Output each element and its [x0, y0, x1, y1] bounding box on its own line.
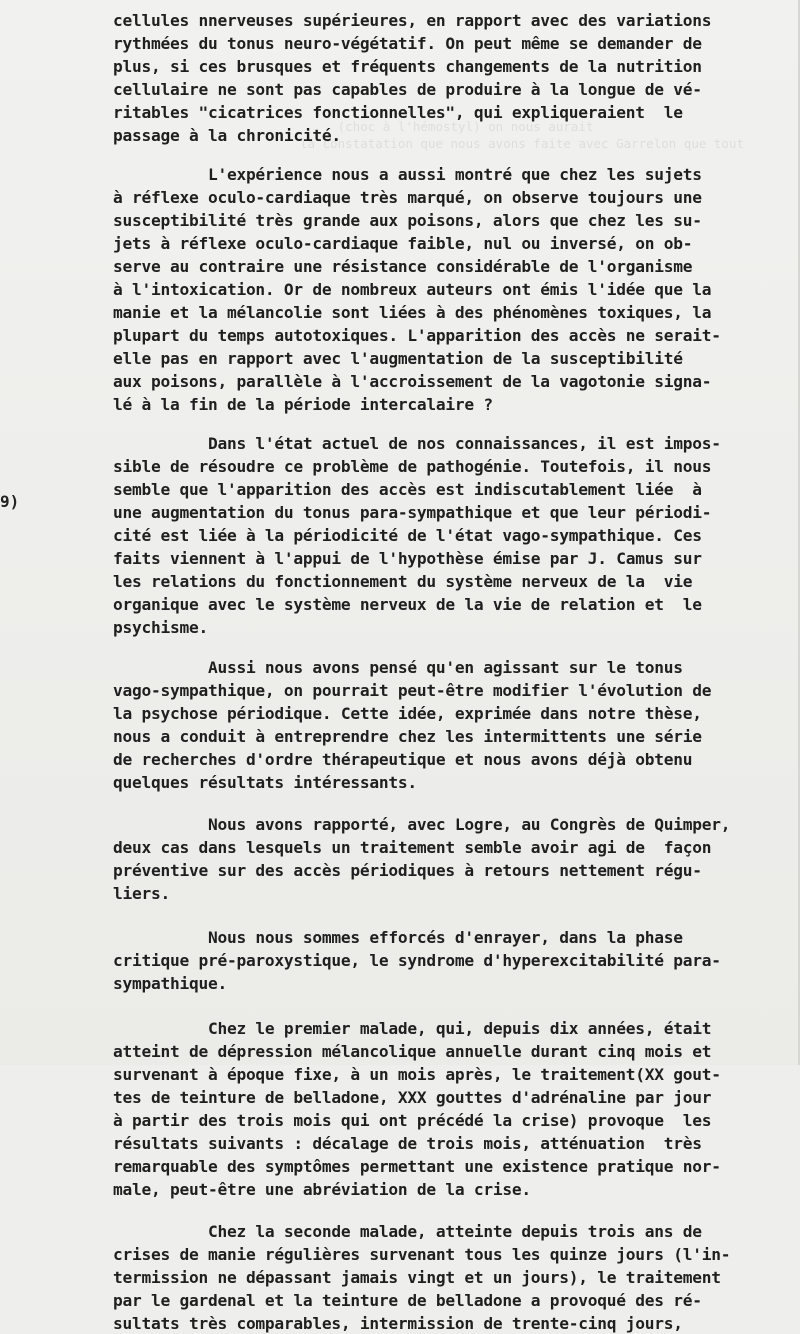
- text-line: male, peut-être une abréviation de la crise.: [113, 1180, 531, 1199]
- text-line: sultats très comparables, intermission de trente-cinq jours,: [113, 1314, 683, 1333]
- text-line: plus, si ces brusques et fréquents changements de la nutrition: [113, 57, 702, 76]
- text-line: à réflexe oculo-cardiaque très marqué, on observe toujours une: [113, 188, 702, 207]
- text-line: susceptibilité très grande aux poisons, alors que chez les su-: [113, 211, 702, 230]
- text-line: ritables "cicatrices fonctionnelles", qui expliqueraient le: [113, 103, 683, 122]
- text-line: crises de manie régulières survenant tous les quinze jours (l'in-: [113, 1245, 731, 1264]
- text-line: de recherches d'ordre thérapeutique et nous avons déjà obtenu: [113, 750, 693, 769]
- text-line: serve au contraire une résistance considérable de l'organisme: [113, 257, 693, 276]
- text-line: sympathique.: [113, 974, 227, 993]
- text-line: lé à la fin de la période intercalaire ?: [113, 395, 493, 414]
- text-line: une augmentation du tonus para-sympathique et que leur périodi-: [113, 503, 712, 522]
- text-line: Aussi nous avons pensé qu'en agissant sur le tonus: [113, 658, 683, 677]
- text-line: manie et la mélancolie sont liées à des phénomènes toxiques, la: [113, 303, 712, 322]
- text-line: cellulaire ne sont pas capables de produire à la longue de vé-: [113, 80, 702, 99]
- bleed-through-text: (choc à l'hémostyl) on nous aurait la constatation que nous avons faite avec Garrelon que tout: [300, 119, 745, 151]
- text-line: sible de résoudre ce problème de pathogénie. Toutefois, il nous: [113, 457, 712, 476]
- text-line: Nous nous sommes efforcés d'enrayer, dans la phase: [113, 928, 683, 947]
- text-line: jets à réflexe oculo-cardiaque faible, nul ou inversé, on ob-: [113, 234, 693, 253]
- text-line: Nous avons rapporté, avec Logre, au Congrès de Quimper,: [113, 815, 731, 834]
- text-line: remarquable des symptômes permettant une existence pratique nor-: [113, 1157, 721, 1176]
- text-line: cellules nnerveuses supérieures, en rapport avec des variations: [113, 11, 712, 30]
- text-line: psychisme.: [113, 618, 208, 637]
- text-line: liers.: [113, 884, 170, 903]
- text-line: Chez le premier malade, qui, depuis dix années, était: [113, 1019, 712, 1038]
- text-line: rythmées du tonus neuro-végétatif. On peut même se demander de: [113, 34, 702, 53]
- text-line: résultats suivants : décalage de trois mois, atténuation très: [113, 1134, 702, 1153]
- text-line: deux cas dans lesquels un traitement semble avoir agi de façon: [113, 838, 712, 857]
- text-line: par le gardenal et la teinture de belladone a provoqué des ré-: [113, 1291, 702, 1310]
- text-line: quelques résultats intéressants.: [113, 773, 417, 792]
- text-line: passage à la chronicité.: [113, 126, 341, 145]
- text-line: tes de teinture de belladone, XXX gouttes d'adrénaline par jour: [113, 1088, 712, 1107]
- text-line: survenant à époque fixe, à un mois après, le traitement(XX gout-: [113, 1065, 721, 1084]
- text-line: à partir des trois mois qui ont précédé la crise) provoque les: [113, 1111, 712, 1130]
- text-line: cité est liée à la périodicité de l'état vago-sympathique. Ces: [113, 526, 702, 545]
- text-line: termission ne dépassant jamais vingt et un jours), le traitement: [113, 1268, 721, 1287]
- text-line: critique pré-paroxystique, le syndrome d'hyperexcitabilité para-: [113, 951, 721, 970]
- text-line: atteint de dépression mélancolique annuelle durant cinq mois et: [113, 1042, 712, 1061]
- text-line: organique avec le système nerveux de la vie de relation et le: [113, 595, 702, 614]
- text-line: vago-sympathique, on pourrait peut-être modifier l'évolution de: [113, 681, 712, 700]
- text-line: faits viennent à l'appui de l'hypothèse émise par J. Camus sur: [113, 549, 702, 568]
- text-line: L'expérience nous a aussi montré que chez les sujets: [113, 165, 702, 184]
- margin-page-mark: 9): [0, 492, 20, 511]
- text-line: plupart du temps autotoxiques. L'apparition des accès ne serait-: [113, 326, 721, 345]
- text-line: préventive sur des accès périodiques à retours nettement régu-: [113, 861, 702, 880]
- text-line: à l'intoxication. Or de nombreux auteurs ont émis l'idée que la: [113, 280, 712, 299]
- text-line: aux poisons, parallèle à l'accroissement de la vagotonie signa-: [113, 372, 712, 391]
- text-line: elle pas en rapport avec l'augmentation de la susceptibilité: [113, 349, 683, 368]
- text-line: Dans l'état actuel de nos connaissances, il est impos-: [113, 434, 721, 453]
- text-line: nous a conduit à entreprendre chez les intermittents une série: [113, 727, 702, 746]
- text-line: les relations du fonctionnement du système nerveux de la vie: [113, 572, 693, 591]
- text-line: la psychose périodique. Cette idée, exprimée dans notre thèse,: [113, 704, 702, 723]
- text-line: Chez la seconde malade, atteinte depuis trois ans de: [113, 1222, 702, 1241]
- text-line: semble que l'apparition des accès est indiscutablement liée à: [113, 480, 702, 499]
